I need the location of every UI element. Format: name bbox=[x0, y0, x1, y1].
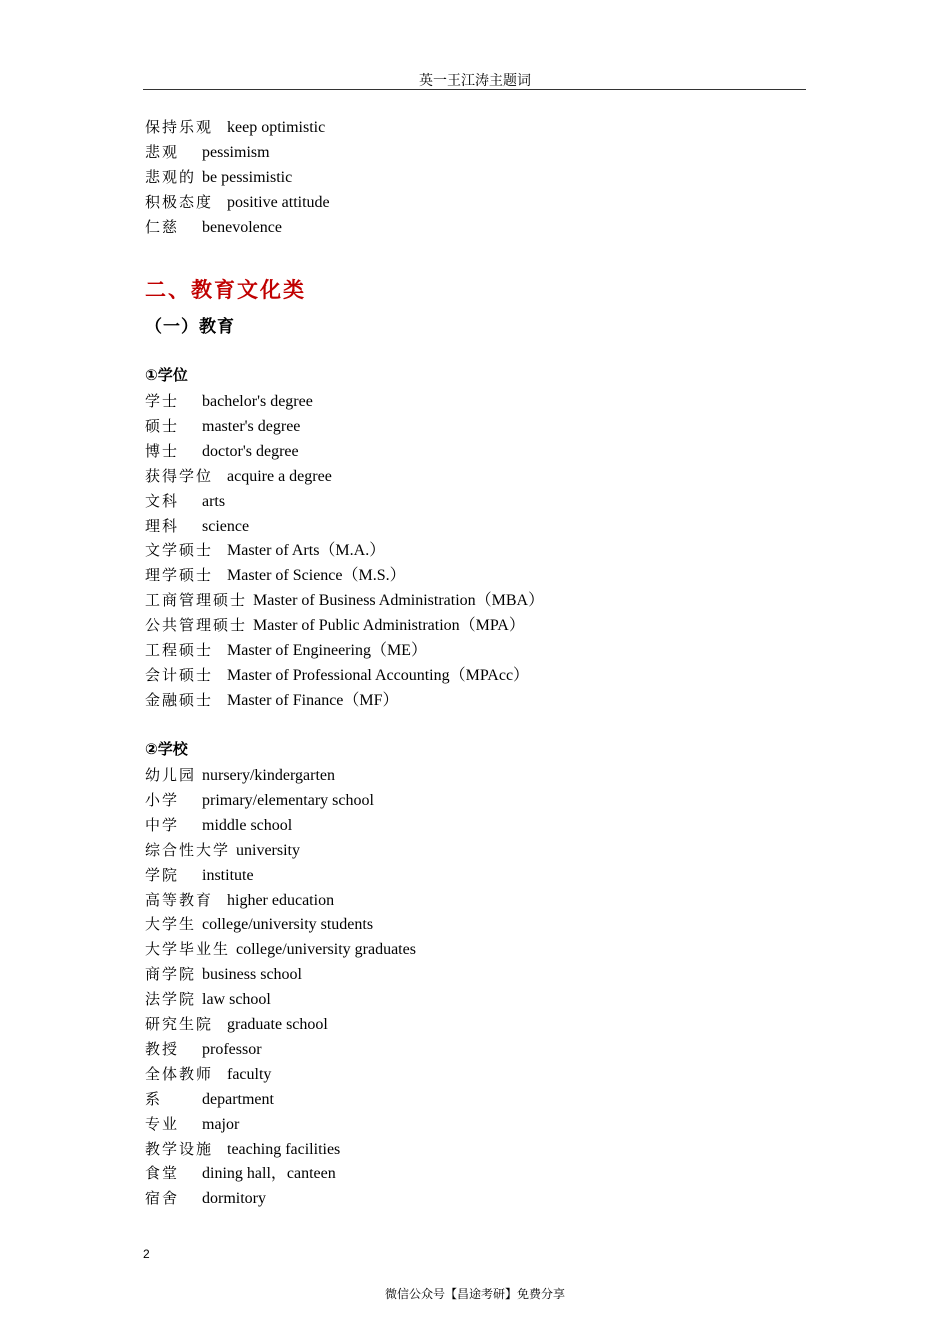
entry-chinese-term: 仁慈 bbox=[145, 217, 180, 236]
glossary-entry bbox=[145, 190, 330, 215]
entry-chinese-term: 悲观 bbox=[145, 142, 180, 161]
entry-chinese-term: 积极态度 bbox=[145, 192, 214, 211]
entry-chinese-term: 大学毕业生 bbox=[145, 940, 231, 959]
glossary-entry bbox=[145, 140, 270, 165]
entry-english-term: Master of Arts（M.A.） bbox=[227, 542, 386, 560]
entry-english-term: dining hall，canteen bbox=[202, 1165, 336, 1183]
entry-english-term: faculty bbox=[227, 1065, 272, 1083]
glossary-entry bbox=[145, 414, 300, 439]
glossary-entry bbox=[145, 489, 225, 514]
header-title: 英一王江涛主题词 bbox=[419, 73, 531, 89]
entry-english-term: bachelor's degree bbox=[202, 393, 313, 410]
glossary-entry bbox=[145, 1012, 328, 1037]
glossary-entry bbox=[145, 663, 529, 688]
entry-chinese-term: 悲观的 bbox=[145, 167, 197, 186]
glossary-entry bbox=[145, 563, 406, 588]
entry-english-term: business school bbox=[202, 966, 302, 984]
entry-chinese-term: 商学院 bbox=[145, 965, 197, 984]
glossary-entry bbox=[145, 514, 249, 539]
entry-english-term: college/university graduates bbox=[236, 941, 416, 959]
glossary-entry bbox=[145, 165, 292, 190]
entry-english-term: higher education bbox=[227, 891, 335, 909]
entry-english-term: Master of Business Administration（MBA） bbox=[253, 592, 545, 610]
entry-english-term: middle school bbox=[202, 816, 293, 834]
entry-chinese-term: 获得学位 bbox=[145, 466, 214, 485]
entry-english-term: positive attitude bbox=[227, 193, 330, 211]
glossary-entry bbox=[145, 613, 525, 638]
glossary-entry bbox=[145, 1112, 239, 1137]
entry-chinese-term: 小学 bbox=[145, 790, 180, 809]
glossary-entry bbox=[145, 838, 300, 863]
glossary-entry bbox=[145, 464, 332, 489]
glossary-entry bbox=[145, 115, 325, 140]
entry-english-term: law school bbox=[202, 991, 271, 1009]
glossary-entry bbox=[145, 813, 292, 838]
entry-chinese-term: 博士 bbox=[145, 441, 180, 460]
entry-english-term: professor bbox=[202, 1040, 262, 1058]
entry-chinese-term: 研究生院 bbox=[145, 1015, 214, 1033]
entry-english-term: graduate school bbox=[227, 1016, 328, 1033]
glossary-entry bbox=[145, 788, 374, 813]
glossary-entry bbox=[145, 588, 544, 613]
glossary-entry bbox=[145, 863, 254, 888]
entry-chinese-term: 法学院 bbox=[145, 990, 197, 1009]
glossary-entry bbox=[145, 1137, 340, 1162]
entry-chinese-term: 理科 bbox=[145, 516, 180, 535]
entry-english-term: Master of Finance（MF） bbox=[227, 691, 399, 709]
entry-english-term: major bbox=[202, 1115, 240, 1133]
entry-chinese-term: 金融硕士 bbox=[145, 690, 214, 709]
glossary-entry bbox=[145, 1037, 262, 1062]
glossary-entry bbox=[145, 538, 385, 563]
glossary-entry bbox=[145, 763, 335, 788]
entry-english-term: nursery/kindergarten bbox=[202, 767, 335, 784]
entry-english-term: be pessimistic bbox=[202, 168, 293, 186]
entry-english-term: pessimism bbox=[202, 143, 270, 161]
entry-chinese-term: 系 bbox=[145, 1089, 163, 1108]
school-group-heading: ②学校 bbox=[145, 740, 188, 758]
entry-chinese-term: 学士 bbox=[145, 392, 180, 410]
entry-english-term: primary/elementary school bbox=[202, 791, 374, 809]
entry-english-term: master's degree bbox=[202, 417, 301, 435]
entry-chinese-term: 高等教育 bbox=[145, 890, 214, 909]
entry-chinese-term: 会计硕士 bbox=[145, 665, 214, 684]
entry-english-term: doctor's degree bbox=[202, 442, 299, 460]
entry-chinese-term: 文学硕士 bbox=[145, 541, 214, 560]
glossary-entry bbox=[145, 638, 427, 663]
entry-chinese-term: 工商管理硕士 bbox=[145, 591, 248, 610]
entry-english-term: dormitory bbox=[202, 1190, 266, 1208]
subsection-title: （一）教育 bbox=[145, 317, 235, 337]
header-divider bbox=[143, 89, 806, 90]
entry-chinese-term: 综合性大学 bbox=[145, 840, 231, 859]
glossary-entry bbox=[145, 389, 313, 414]
glossary-entry bbox=[145, 688, 399, 713]
entry-english-term: acquire a degree bbox=[227, 467, 332, 485]
entry-english-term: benevolence bbox=[202, 218, 282, 236]
glossary-entry bbox=[145, 888, 334, 913]
entry-chinese-term: 教学设施 bbox=[145, 1139, 214, 1158]
glossary-entry bbox=[145, 1062, 271, 1087]
entry-chinese-term: 全体教师 bbox=[145, 1064, 214, 1083]
glossary-entry bbox=[145, 937, 416, 962]
footer-text: 微信公众号【昌途考研】免费分享 bbox=[384, 1287, 565, 1301]
entry-chinese-term: 工程硕士 bbox=[145, 641, 214, 659]
entry-chinese-term: 保持乐观 bbox=[145, 118, 214, 136]
entry-chinese-term: 文科 bbox=[145, 491, 180, 510]
section-title: 二、教育文化类 bbox=[145, 277, 306, 302]
entry-english-term: Master of Professional Accounting（MPAcc） bbox=[227, 666, 530, 684]
glossary-entry bbox=[145, 1186, 266, 1211]
degree-group-heading: ①学位 bbox=[145, 366, 188, 384]
entry-chinese-term: 硕士 bbox=[145, 416, 180, 435]
entry-chinese-term: 理学硕士 bbox=[145, 566, 214, 585]
entry-chinese-term: 教授 bbox=[145, 1039, 180, 1058]
entry-english-term: institute bbox=[202, 866, 254, 884]
entry-english-term: department bbox=[202, 1090, 274, 1108]
entry-chinese-term: 专业 bbox=[145, 1114, 180, 1133]
glossary-entry bbox=[145, 215, 282, 240]
entry-chinese-term: 食堂 bbox=[145, 1164, 180, 1183]
page-number: 2 bbox=[143, 1247, 150, 1261]
entry-chinese-term: 公共管理硕士 bbox=[145, 616, 248, 635]
entry-chinese-term: 学院 bbox=[145, 865, 180, 884]
entry-english-term: keep optimistic bbox=[227, 119, 326, 136]
glossary-entry bbox=[145, 1087, 274, 1112]
entry-english-term: Master of Public Administration（MPA） bbox=[253, 617, 525, 635]
entry-english-term: university bbox=[236, 841, 300, 859]
entry-english-term: arts bbox=[202, 492, 226, 510]
entry-chinese-term: 大学生 bbox=[145, 915, 197, 934]
entry-chinese-term: 中学 bbox=[145, 815, 180, 834]
entry-english-term: college/university students bbox=[202, 916, 374, 934]
entry-english-term: science bbox=[202, 517, 250, 535]
glossary-entry bbox=[145, 987, 271, 1012]
glossary-entry bbox=[145, 1161, 336, 1186]
glossary-entry bbox=[145, 962, 302, 987]
entry-chinese-term: 幼儿园 bbox=[145, 766, 197, 784]
glossary-entry bbox=[145, 439, 299, 464]
entry-english-term: Master of Science（M.S.） bbox=[227, 567, 406, 585]
entry-chinese-term: 宿舍 bbox=[145, 1189, 180, 1208]
entry-english-term: teaching facilities bbox=[227, 1140, 341, 1158]
entry-english-term: Master of Engineering（ME） bbox=[227, 642, 427, 659]
glossary-entry bbox=[145, 912, 373, 937]
